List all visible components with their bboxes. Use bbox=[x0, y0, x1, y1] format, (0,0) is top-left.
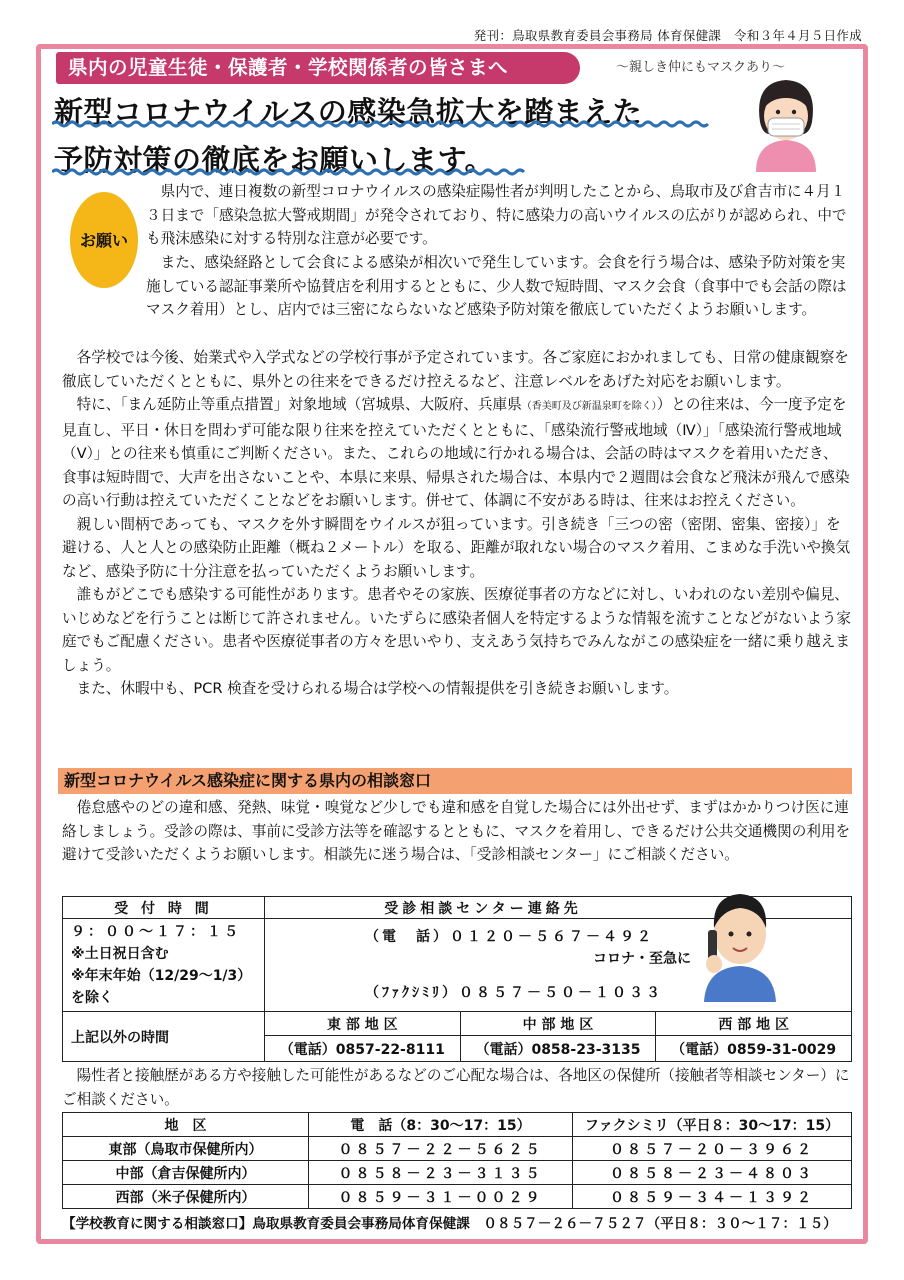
hours-note-2: ※年末年始（12/29～1/3） bbox=[71, 968, 252, 984]
badge-label: お願い bbox=[79, 231, 128, 250]
title-underline-2 bbox=[52, 168, 528, 176]
paragraph-6: 誰もがどこでも感染する可能性があります。患者やその家族、医療従事者の方などに対し、いわれのない差別や偏見、いじめなどを行うことは断じて許されません。いたずらに感染者個人を特定するような情報を流すことなどがないよう家庭でもご配慮ください。患者や医療従事者の方々を思いやり、支えあう気持ちでみんながこの感染症を一緒に乗り越えましょう。 bbox=[62, 586, 851, 674]
contact-header: 受診相談センター連絡先 bbox=[265, 897, 852, 919]
hours-note-1: ※土日祝日含む bbox=[71, 946, 169, 962]
hours-cell bbox=[63, 919, 265, 1012]
paragraph-3: 各学校では今後、始業式や入学式などの学校行事が予定されています。各ご家庭におかれましても、日常の健康観察を徹底していただくとともに、県外との往来をできるだけ控えるなど、注意レベルをあげた対応をお願いします。 bbox=[62, 349, 849, 390]
hours-header: 受 付 時 間 bbox=[63, 897, 265, 919]
row-west-phone: ０８５９－３１－００２９ bbox=[309, 1185, 573, 1209]
hours-value: ９：００～１７：１５ bbox=[71, 924, 241, 940]
paragraph-4-a: 特に、「まん延防止等重点措置」対象地域（宮城県、大阪府、兵庫県 bbox=[76, 396, 522, 413]
paragraph-1: 県内で、連日複数の新型コロナウイルスの感染症陽性者が判明したことから、鳥取市及び倉吉市に４月１３日まで「感染急拡大警戒期間」が発令されており、特に感染力の高いウイルスの広がりが認められ、中でも飛沫感染に対する特別な注意が必要です。 bbox=[146, 183, 847, 247]
health-center-table bbox=[62, 1112, 852, 1209]
contact-note bbox=[62, 1064, 852, 1111]
table-row bbox=[63, 1185, 852, 1209]
onegai-badge bbox=[70, 192, 138, 288]
paragraph-4-b: ）との往来は、今一度予定を見直し、平日・休日を問わず可能な限り往来を控えていただくとともに、「感染流行警戒地域（Ⅳ）」「感染流行警戒地域（Ⅴ）」との往来も慎重にご判断ください。また、これらの地域に行かれる場合は、会話の時はマスクを着用いただき、食事は短時間で、大声を出さないことや、本県に来県、帰県された場合は、本県内で２週間は会食など飛沫が飛んで感染の高い行動は控えていただくことなどをお願いします。併せて、体調に不安がある時は、往来はお控えください。 bbox=[62, 396, 850, 509]
paragraph-5: 親しい間柄であっても、マスクを外す瞬間をウイルスが狙っています。引き続き「三つの密（密閉、密集、密接）」を避ける、人と人との感染防止距離（概ね２メートル）を取る、距離が取れない場合のマスク着用、こまめな手洗いや換気など、感染予防に十分注意を払っていただくようお願いします。 bbox=[62, 515, 851, 580]
motto: ～親しき仲にもマスクあり～ bbox=[616, 60, 786, 75]
hours-note-3: を除く bbox=[71, 990, 113, 1006]
phone-mnemonic: コロナ・至急に bbox=[593, 951, 691, 967]
row-west-region: 西部（米子保健所内） bbox=[63, 1185, 309, 1209]
table-row bbox=[63, 1012, 852, 1036]
col-header-phone: 電 話（8：30～17：15） bbox=[309, 1113, 573, 1137]
title-underline-1 bbox=[52, 120, 712, 128]
contact-note-text: 陽性者と接触歴がある方や接触した可能性があるなどのご心配な場合は、各地区の保健所（接触者等相談センター）にご相談ください。 bbox=[62, 1067, 850, 1108]
paragraph-7: また、休暇中も、PCR 検査を受けられる場合は学校への情報提供を引き続きお願いします。 bbox=[76, 680, 679, 697]
page-title-line1: 新型コロナウイルスの感染急拡大を踏まえた bbox=[54, 95, 643, 129]
issuer-line: 発刊：鳥取県教育委員会事務局 体育保健課 令和３年４月５日作成 bbox=[473, 28, 862, 43]
paragraph-2: また、感染経路として会食による感染が相次いで発生しています。会食を行う場合は、感染予防対策を実施している認証事業所や協賛店を利用するとともに、少人数で短時間、マスク会食（食事中でも会話の際はマスク着用）とし、店内では三密にならないなど感染予防対策を徹底していただくようお願いします。 bbox=[146, 254, 847, 318]
row-east-phone: ０８５７－２２－５６２５ bbox=[309, 1137, 573, 1161]
row-west-fax: ０８５９－３４－１３９２ bbox=[573, 1185, 852, 1209]
row-central-phone: ０８５８－２３－３１３５ bbox=[309, 1161, 573, 1185]
masked-girl-illustration bbox=[744, 72, 828, 172]
paragraph-4 bbox=[62, 393, 852, 513]
region-west-phone: （電話）0859-31-0029 bbox=[656, 1036, 852, 1062]
center-fax: （ﾌｧｸｼﾐﾘ）０８５７－５０－１０３３ bbox=[365, 985, 663, 1001]
col-header-region: 地 区 bbox=[63, 1113, 309, 1137]
table-row bbox=[63, 1113, 852, 1137]
body-continued bbox=[62, 346, 852, 701]
paragraph-4-exception: （香美町及び新温泉町を除く） bbox=[521, 401, 657, 412]
paragraph-2-head bbox=[146, 251, 852, 322]
row-east-fax: ０８５７－２０－３９６２ bbox=[573, 1137, 852, 1161]
phone-caller-illustration bbox=[700, 882, 780, 1002]
consult-intro: 倦怠感やのどの違和感、発熱、味覚・嗅覚など少しでも違和感を自覚した場合には外出せず、まずはかかりつけ医に連絡しましょう。受診の際は、事前に受診方法等を確認するとともに、マスクを着用し、できるだけ公共交通機関の利用を避けて受診いただくようお願いします。相談先に迷う場合は、「受診相談センター」にご相談ください。 bbox=[62, 799, 851, 863]
table-row bbox=[63, 1137, 852, 1161]
region-central-phone: （電話）0858-23-3135 bbox=[460, 1036, 656, 1062]
region-east-phone: （電話）0857-22-8111 bbox=[265, 1036, 461, 1062]
center-phone: （電 話）０１２０－５６７－４９２ bbox=[365, 929, 654, 945]
row-east-region: 東部（鳥取市保健所内） bbox=[63, 1137, 309, 1161]
other-hours-label: 上記以外の時間 bbox=[63, 1012, 265, 1062]
page-title-line2: 予防対策の徹底をお願いします。 bbox=[54, 143, 495, 177]
school-consult-footer: 【学校教育に関する相談窓口】鳥取県教育委員会事務局体育保健課 ０８５７－２６－７５２７（平日８：３０～１７：１５） bbox=[62, 1216, 837, 1232]
table-row bbox=[63, 1161, 852, 1185]
region-central-name: 中 部 地 区 bbox=[460, 1012, 656, 1036]
region-east-name: 東 部 地 区 bbox=[265, 1012, 461, 1036]
row-central-fax: ０８５８－２３－４８０３ bbox=[573, 1161, 852, 1185]
region-west-name: 西 部 地 区 bbox=[656, 1012, 852, 1036]
spacer bbox=[365, 970, 701, 982]
row-central-region: 中部（倉吉保健所内） bbox=[63, 1161, 309, 1185]
consult-section-heading: 新型コロナウイルス感染症に関する県内の相談窓口 bbox=[58, 768, 852, 794]
col-header-fax: ファクシミリ（平日８：30～17：15） bbox=[573, 1113, 852, 1137]
audience-banner: 県内の児童生徒・保護者・学校関係者の皆さまへ bbox=[56, 52, 580, 84]
